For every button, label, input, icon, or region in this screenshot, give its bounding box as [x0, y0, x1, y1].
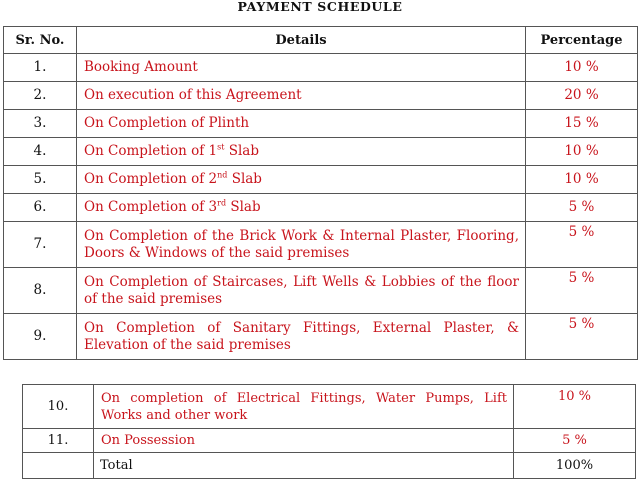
- ordinal-suffix: nd: [217, 170, 228, 180]
- empty-cell: [23, 453, 94, 479]
- details-cell: On Possession: [94, 429, 514, 453]
- table-row: [4, 222, 638, 268]
- percentage-cell: 10 %: [514, 385, 636, 429]
- percentage-cell: 10 %: [526, 54, 638, 82]
- page-title: PAYMENT SCHEDULE: [237, 0, 403, 14]
- details-cell: [77, 166, 526, 194]
- table-row: [23, 385, 636, 429]
- percentage-cell: 5 %: [526, 268, 638, 314]
- sr-no-cell: 3.: [4, 110, 77, 138]
- sr-no-cell: 5.: [4, 166, 77, 194]
- payment-schedule-table: [3, 26, 638, 360]
- sr-no-cell: 6.: [4, 194, 77, 222]
- total-value: 100%: [514, 453, 636, 479]
- total-row: [23, 453, 636, 479]
- details-cell: On Completion of Staircases, Lift Wells & Lobbies of the floor of the said premises: [77, 268, 526, 314]
- ordinal-suffix: rd: [217, 198, 227, 208]
- details-cell: [77, 194, 526, 222]
- percentage-cell: 5 %: [526, 314, 638, 360]
- percentage-cell: 5 %: [526, 222, 638, 268]
- details-cell: On Completion of Plinth: [77, 110, 526, 138]
- table-row: [4, 268, 638, 314]
- header-sr-no: Sr. No.: [4, 27, 77, 54]
- table-row: [4, 110, 638, 138]
- ordinal-suffix: st: [217, 142, 225, 152]
- total-label: Total: [94, 453, 514, 479]
- details-text: On Completion of 3: [84, 199, 218, 215]
- sr-no-cell: 9.: [4, 314, 77, 360]
- details-cell: Booking Amount: [77, 54, 526, 82]
- details-cell: [77, 138, 526, 166]
- header-percentage: Percentage: [526, 27, 638, 54]
- details-text: Slab: [224, 143, 260, 159]
- percentage-cell: 15 %: [526, 110, 638, 138]
- details-text: Slab: [227, 171, 262, 187]
- sr-no-cell: 10.: [23, 385, 94, 429]
- table-row: [23, 429, 636, 453]
- details-text: On Completion of 1: [84, 143, 218, 159]
- header-details: Details: [77, 27, 526, 54]
- sr-no-cell: 2.: [4, 82, 77, 110]
- percentage-cell: 5 %: [526, 194, 638, 222]
- sr-no-cell: 7.: [4, 222, 77, 268]
- percentage-cell: 10 %: [526, 138, 638, 166]
- table-row: [4, 54, 638, 82]
- details-cell: On execution of this Agreement: [77, 82, 526, 110]
- details-cell: On Completion of Sanitary Fittings, External Plaster, & Elevation of the said premises: [77, 314, 526, 360]
- table-header-row: [4, 27, 638, 54]
- sr-no-cell: 8.: [4, 268, 77, 314]
- table-row: [4, 82, 638, 110]
- table-row: [4, 314, 638, 360]
- percentage-cell: 20 %: [526, 82, 638, 110]
- payment-schedule-continued-table: [22, 384, 636, 479]
- sr-no-cell: 4.: [4, 138, 77, 166]
- table-row: [4, 138, 638, 166]
- table-row: [4, 194, 638, 222]
- percentage-cell: 5 %: [514, 429, 636, 453]
- sr-no-cell: 11.: [23, 429, 94, 453]
- details-text: Slab: [226, 199, 261, 215]
- table-row: [4, 166, 638, 194]
- details-text: On Completion of 2: [84, 171, 218, 187]
- details-cell: On Completion of the Brick Work & Internal Plaster, Flooring, Doors & Windows of the said premises: [77, 222, 526, 268]
- details-cell: On completion of Electrical Fittings, Water Pumps, Lift Works and other work: [94, 385, 514, 429]
- percentage-cell: 10 %: [526, 166, 638, 194]
- sr-no-cell: 1.: [4, 54, 77, 82]
